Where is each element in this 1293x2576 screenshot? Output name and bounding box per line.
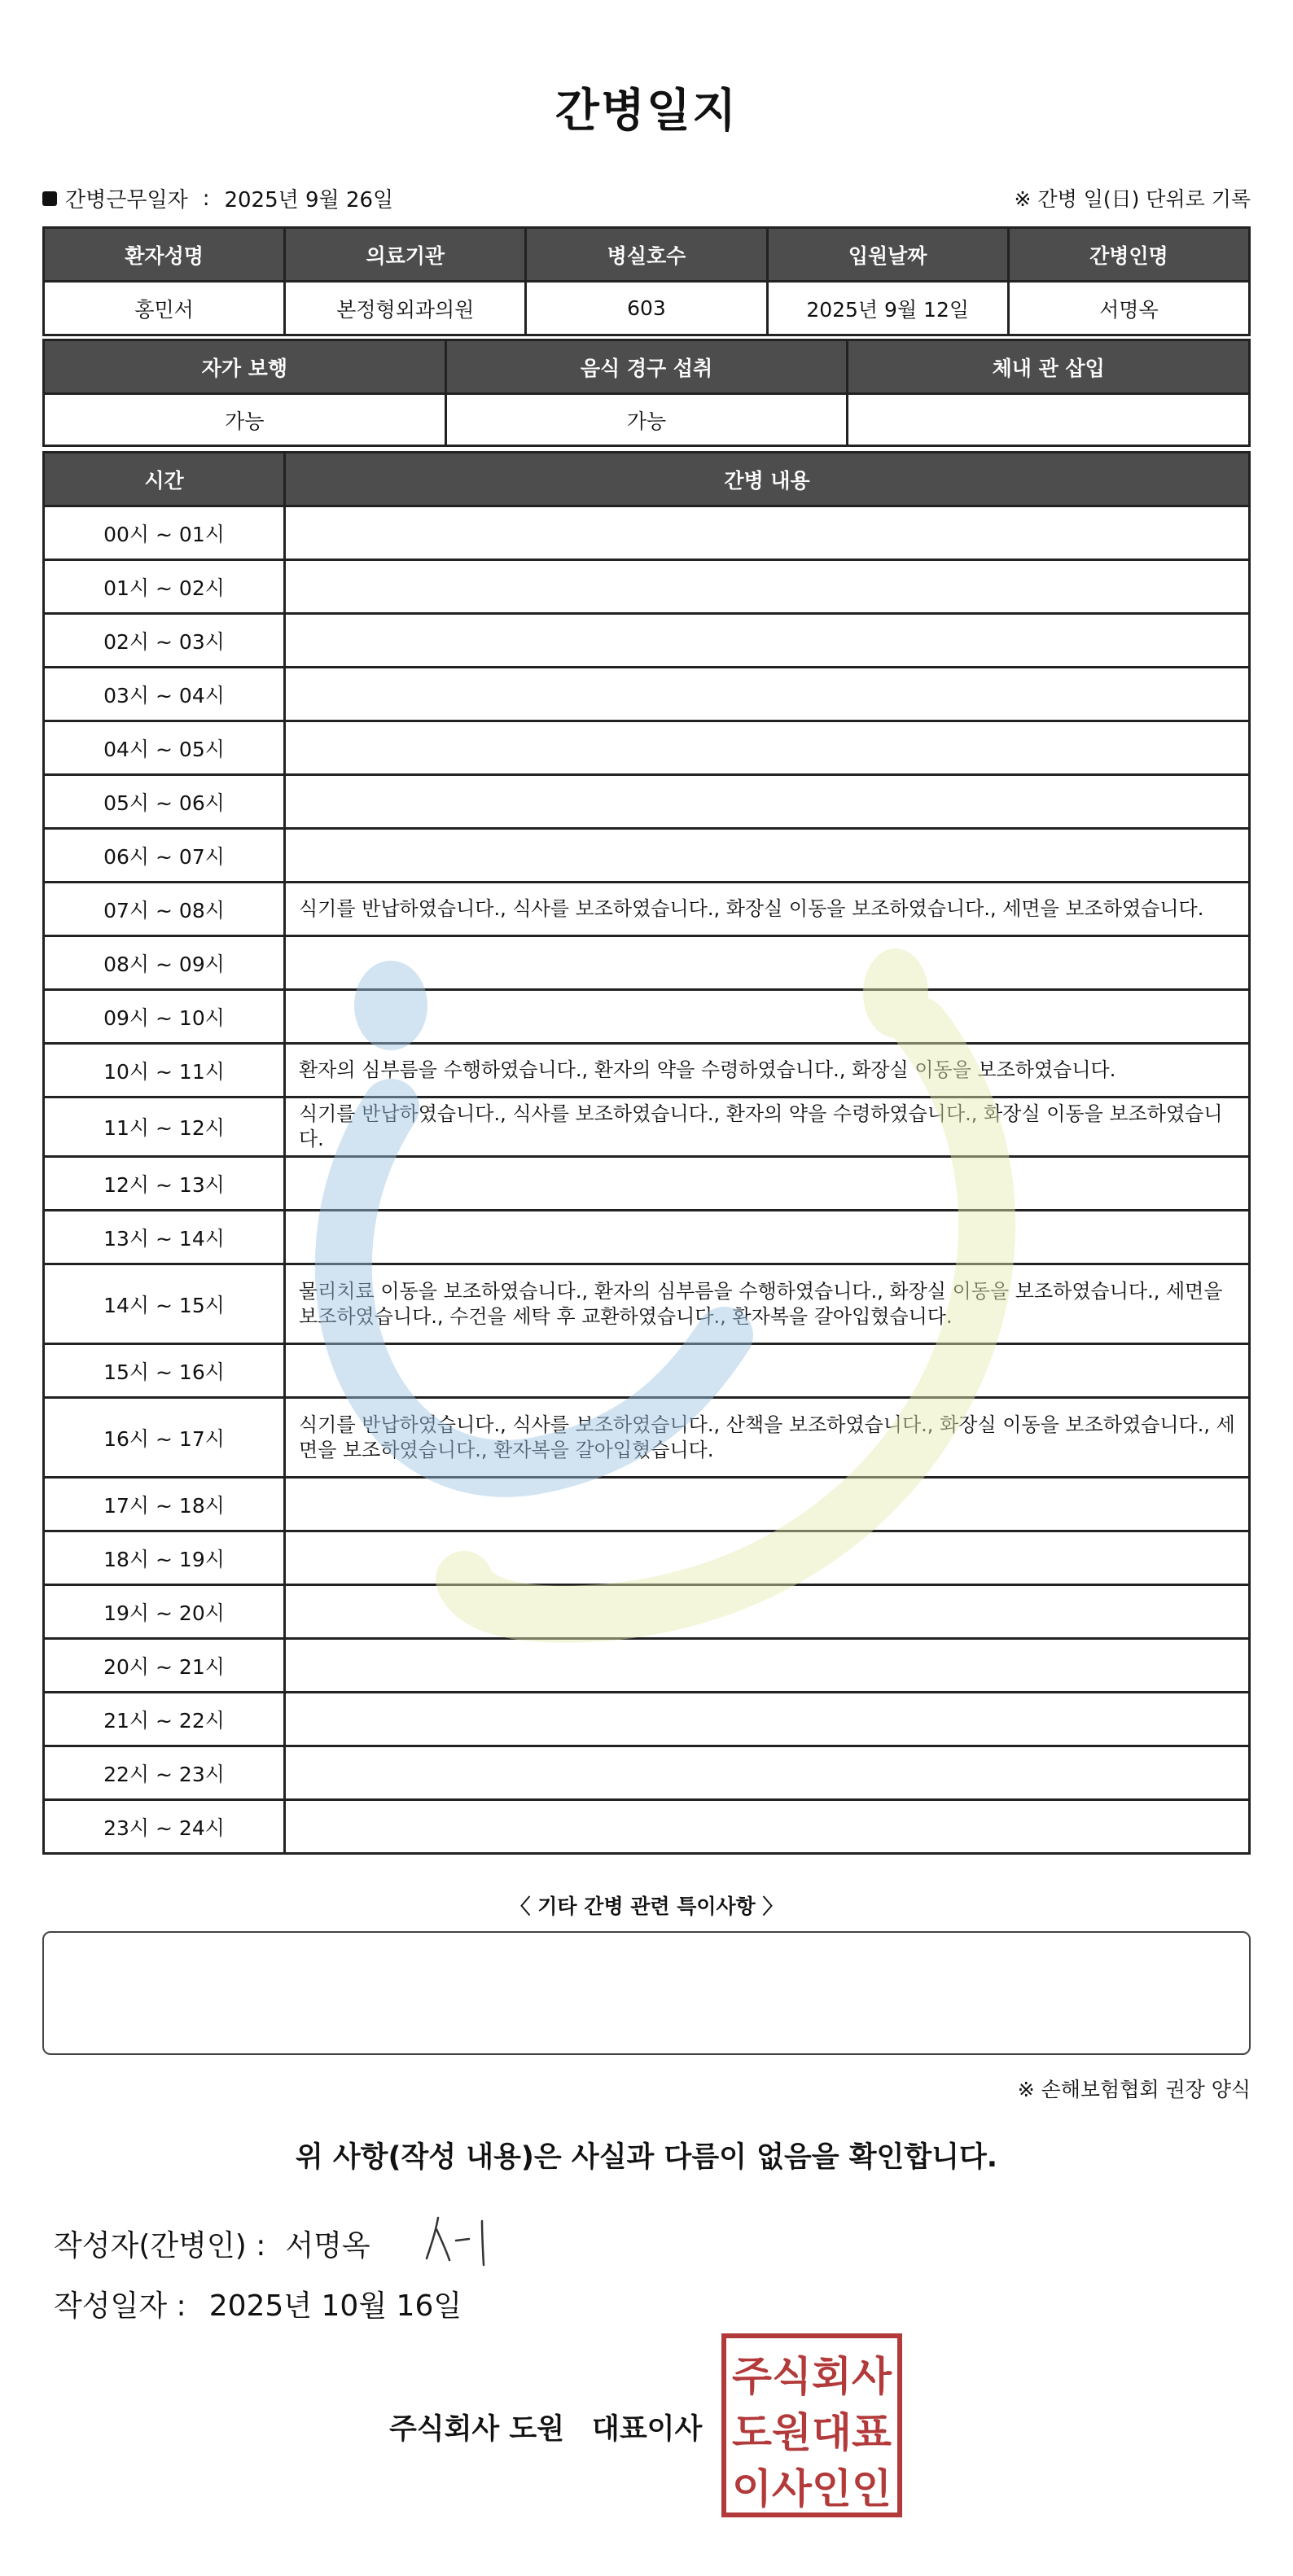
oral-intake-value: 가능 [445, 394, 848, 446]
table-row [44, 506, 1250, 560]
care-content-cell [285, 1531, 1250, 1585]
other-notes-title: 〈 기타 간병 관련 특이사항 〉 [510, 1895, 783, 1918]
care-content-cell [285, 1585, 1250, 1639]
care-content-cell [285, 1639, 1250, 1693]
company-seal-stamp [721, 2333, 902, 2517]
table-row [44, 1800, 1250, 1854]
table-row [44, 1097, 1250, 1157]
time-cell: 21시 ~ 22시 [44, 1693, 285, 1746]
header-hospital: 의료기관 [285, 228, 526, 282]
care-content-cell [285, 560, 1250, 614]
time-cell: 12시 ~ 13시 [44, 1157, 285, 1211]
svg-text:도원대표: 도원대표 [732, 2409, 892, 2456]
header-caregiver-name: 간병인명 [1008, 228, 1249, 282]
table-row [44, 1211, 1250, 1264]
work-date-value: 2025년 9월 26일 [224, 188, 394, 212]
time-cell: 07시 ~ 08시 [44, 883, 285, 936]
care-content-cell [285, 668, 1250, 721]
header-care-content: 간병 내용 [285, 453, 1250, 506]
table-row [44, 1478, 1250, 1531]
time-cell: 05시 ~ 06시 [44, 775, 285, 829]
table-row [44, 1531, 1250, 1585]
square-bullet-icon [42, 191, 57, 206]
work-date-line [42, 183, 393, 213]
patient-status-table [42, 339, 1251, 447]
writer-line [54, 2223, 370, 2264]
confirmation-statement: 위 사항(작성 내용)은 사실과 다름이 없음을 확인합니다. [295, 2141, 998, 2174]
company-signature-line [389, 2407, 702, 2447]
tube-insertion-value [848, 394, 1250, 446]
care-content-cell [285, 936, 1250, 990]
care-content-cell [285, 614, 1250, 668]
recommend-form-note: ※ 손해보험협회 권장 양식 [1017, 2078, 1251, 2101]
time-cell: 09시 ~ 10시 [44, 990, 285, 1044]
care-content-cell [285, 829, 1250, 883]
table-row [44, 936, 1250, 990]
time-cell: 15시 ~ 16시 [44, 1344, 285, 1398]
svg-text:이사인인: 이사인인 [732, 2465, 892, 2512]
caregiver-name: 서명옥 [1008, 282, 1249, 335]
care-content-cell [285, 1157, 1250, 1211]
time-cell: 19시 ~ 20시 [44, 1585, 285, 1639]
document-title: 간병일지 [554, 85, 739, 138]
time-cell: 17시 ~ 18시 [44, 1478, 285, 1531]
table-row [44, 1639, 1250, 1693]
care-content-cell [285, 1344, 1250, 1398]
time-cell: 08시 ~ 09시 [44, 936, 285, 990]
table-row [44, 1398, 1250, 1478]
table-row [44, 1044, 1250, 1097]
care-content-cell: 식기를 반납하였습니다., 식사를 보조하였습니다., 산책을 보조하였습니다., 화장실 이동을 보조하였습니다., 세면을 보조하였습니다., 환자복을 갈아입혔습니다. [285, 1398, 1250, 1478]
table-row [44, 1693, 1250, 1746]
header-tube-insertion: 체내 관 삽입 [848, 340, 1250, 394]
svg-text:주식회사: 주식회사 [732, 2353, 892, 2400]
time-cell: 00시 ~ 01시 [44, 506, 285, 560]
care-content-cell [285, 1693, 1250, 1746]
self-walking-value: 가능 [44, 394, 446, 446]
care-content-cell [285, 990, 1250, 1044]
table-row [44, 775, 1250, 829]
time-cell: 10시 ~ 11시 [44, 1044, 285, 1097]
table-row [44, 1264, 1250, 1344]
patient-info-table [42, 226, 1251, 336]
time-cell: 04시 ~ 05시 [44, 721, 285, 775]
written-date-line [54, 2283, 462, 2324]
care-content-cell [285, 775, 1250, 829]
other-notes-box [42, 1931, 1251, 2055]
work-date-separator: : [202, 186, 210, 211]
time-cell: 13시 ~ 14시 [44, 1211, 285, 1264]
care-content-cell [285, 1478, 1250, 1531]
care-content-cell: 식기를 반납하였습니다., 식사를 보조하였습니다., 화장실 이동을 보조하였습니다., 세면을 보조하였습니다. [285, 883, 1250, 936]
care-content-cell: 식기를 반납하였습니다., 식사를 보조하였습니다., 환자의 약을 수령하였습니다., 화장실 이동을 보조하였습니다. [285, 1097, 1250, 1157]
header-self-walking: 자가 보행 [44, 340, 446, 394]
writer-value: 서명옥 [285, 2229, 370, 2263]
time-cell: 01시 ~ 02시 [44, 560, 285, 614]
care-content-cell [285, 1211, 1250, 1264]
care-log-table [42, 451, 1251, 1855]
table-row [44, 1746, 1250, 1800]
header-time: 시간 [44, 453, 285, 506]
time-cell: 14시 ~ 15시 [44, 1264, 285, 1344]
room-number: 603 [526, 282, 767, 335]
header-oral-intake: 음식 경구 섭취 [445, 340, 848, 394]
header-patient-name: 환자성명 [44, 228, 285, 282]
table-row [44, 829, 1250, 883]
table-row [44, 990, 1250, 1044]
table-row [44, 1344, 1250, 1398]
record-unit-note: ※ 간병 일(日) 단위로 기록 [1014, 187, 1251, 211]
time-cell: 11시 ~ 12시 [44, 1097, 285, 1157]
company-title: 대표이사 [592, 2413, 703, 2446]
time-cell: 18시 ~ 19시 [44, 1531, 285, 1585]
seal-graphic [726, 2338, 897, 2512]
company-name: 주식회사 도원 [389, 2413, 565, 2446]
time-cell: 03시 ~ 04시 [44, 668, 285, 721]
written-date-value: 2025년 10월 16일 [208, 2289, 462, 2323]
care-content-cell [285, 721, 1250, 775]
patient-name: 홍민서 [44, 282, 285, 335]
table-row [44, 1585, 1250, 1639]
care-content-cell: 물리치료 이동을 보조하였습니다., 환자의 심부름을 수행하였습니다., 화장실 이동을 보조하였습니다., 세면을 보조하였습니다., 수건을 세탁 후 교환하였습니다., 환자복을 갈아입혔습니다. [285, 1264, 1250, 1344]
care-content-cell [285, 1800, 1250, 1854]
table-row [44, 560, 1250, 614]
time-cell: 20시 ~ 21시 [44, 1639, 285, 1693]
table-row [44, 668, 1250, 721]
care-content-cell [285, 1746, 1250, 1800]
admission-date: 2025년 9월 12일 [767, 282, 1008, 335]
time-cell: 23시 ~ 24시 [44, 1800, 285, 1854]
time-cell: 02시 ~ 03시 [44, 614, 285, 668]
care-content-cell [285, 506, 1250, 560]
handwritten-signature [423, 2211, 497, 2268]
table-row [44, 1157, 1250, 1211]
time-cell: 16시 ~ 17시 [44, 1398, 285, 1478]
table-row [44, 883, 1250, 936]
table-row [44, 614, 1250, 668]
hospital-name: 본정형외과의원 [285, 282, 526, 335]
writer-label: 작성자(간병인) : [54, 2229, 266, 2263]
header-room-number: 병실호수 [526, 228, 767, 282]
care-content-cell: 환자의 심부름을 수행하였습니다., 환자의 약을 수령하였습니다., 화장실 이동을 보조하였습니다. [285, 1044, 1250, 1097]
table-row [44, 721, 1250, 775]
header-admission-date: 입원날짜 [767, 228, 1008, 282]
work-date-label: 간병근무일자 [65, 188, 188, 212]
written-date-label: 작성일자 : [54, 2289, 186, 2323]
time-cell: 06시 ~ 07시 [44, 829, 285, 883]
time-cell: 22시 ~ 23시 [44, 1746, 285, 1800]
